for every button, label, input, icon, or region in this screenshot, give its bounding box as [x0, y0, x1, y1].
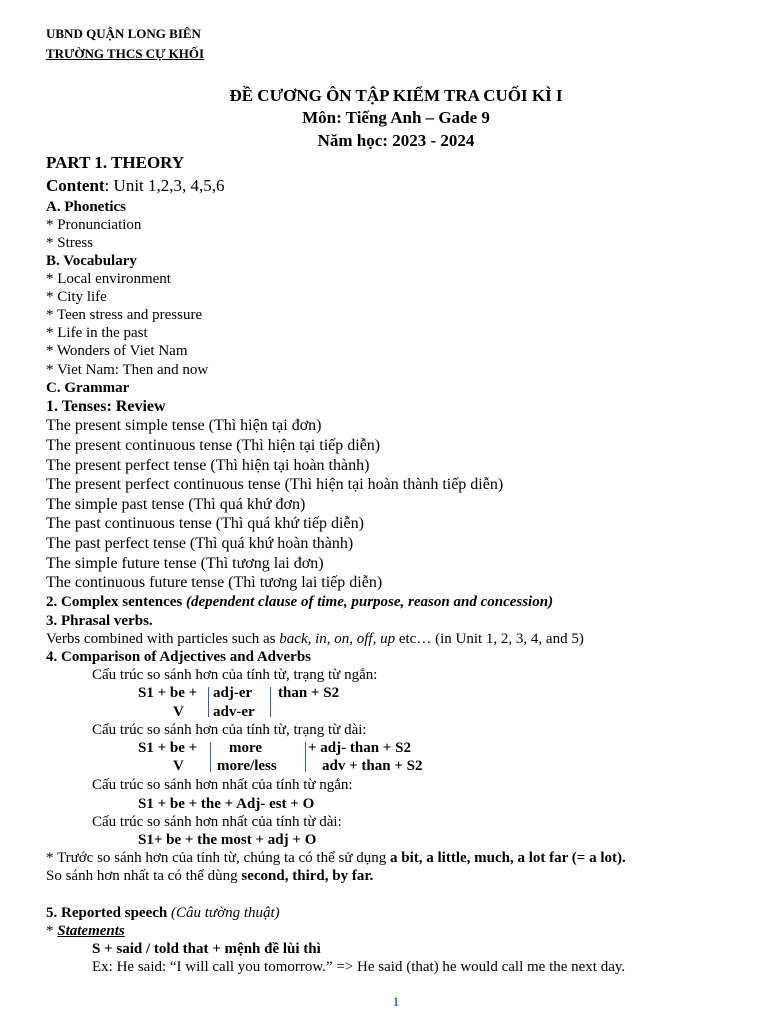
note-modifiers: second, third, by far. — [241, 868, 374, 884]
comp-long-more: more — [229, 740, 263, 756]
comp-short-formula-verb: V — [173, 704, 184, 720]
comp-long-label: Cấu trúc so sánh hơn của tính từ, trạng từ dài: — [92, 722, 367, 738]
complex-sentences-line — [46, 593, 553, 611]
phrasal-line — [46, 630, 584, 648]
left-brace-icon — [208, 687, 209, 717]
statements-line — [46, 922, 125, 940]
tense-item: The present perfect tense (Thì hiện tại hoàn thành) — [46, 457, 370, 474]
comp-short-adv: adv-er — [213, 704, 255, 720]
comp-short-adj: adj-er — [213, 685, 253, 701]
comp-short-label: Cấu trúc so sánh hơn của tính từ, trạng từ ngắn: — [92, 667, 378, 683]
reported-heading: 5. Reported speech — [46, 905, 168, 921]
right-brace-icon — [305, 742, 306, 772]
content-label: Content — [46, 176, 105, 195]
tense-item: The present perfect continuous tense (Thì hiện tại hoàn thành tiếp diễn) — [46, 476, 504, 493]
complex-heading: 2. Complex sentences — [46, 594, 183, 610]
comp-long-formula-verb: V — [173, 758, 184, 774]
tense-item: The continuous future tense (Thì tương lai tiếp diễn) — [46, 574, 383, 591]
complex-note: (dependent clause of time, purpose, reason and concession) — [185, 594, 554, 610]
grammar-heading: C. Grammar — [46, 380, 130, 396]
sup-long-label: Cấu trúc so sánh hơn nhất của tính từ dài: — [92, 814, 342, 830]
subject-line: Môn: Tiếng Anh – Gade 9 — [302, 108, 490, 127]
comparison-heading: 4. Comparison of Adjectives and Adverbs — [46, 649, 312, 665]
vocabulary-item: * Wonders of Viet Nam — [46, 343, 188, 359]
tense-item: The past continuous tense (Thì quá khứ tiếp diễn) — [46, 515, 364, 532]
document-title: ĐỀ CƯƠNG ÔN TẬP KIỂM TRA CUỐI KÌ I — [229, 86, 563, 105]
vocabulary-heading: B. Vocabulary — [46, 253, 137, 269]
reported-note: (Câu tường thuật) — [170, 905, 280, 921]
school-year: Năm học: 2023 - 2024 — [317, 131, 475, 150]
vocabulary-item: * Local environment — [46, 271, 171, 287]
statements-formula: S + said / told that + mệnh đề lùi thì — [92, 941, 321, 957]
tense-item: The present continuous tense (Thì hiện tại tiếp diễn) — [46, 437, 381, 454]
comp-long-more-less: more/less — [217, 758, 277, 774]
comp-short-formula: S1 + be + — [138, 685, 198, 701]
sup-short-label: Cấu trúc so sánh hơn nhất của tính từ ngắn: — [92, 777, 353, 793]
comp-long-tail-adj: + adj- than + S2 — [308, 740, 411, 756]
tense-item: The simple past tense (Thì quá khứ đơn) — [46, 496, 306, 513]
school-header: TRƯỜNG THCS CỰ KHỐI — [46, 46, 205, 61]
district-header: UBND QUẬN LONG BIÊN — [46, 26, 201, 41]
vocabulary-item: * City life — [46, 289, 107, 305]
phonetics-item: * Stress — [46, 235, 94, 251]
sup-long-formula: S1+ be + the most + adj + O — [138, 832, 317, 848]
phonetics-item: * Pronunciation — [46, 217, 142, 233]
reported-speech-line — [46, 904, 280, 922]
vocabulary-item: * Teen stress and pressure — [46, 307, 203, 323]
statements-label: Statements — [57, 923, 125, 939]
comparison-note — [46, 849, 626, 867]
phrasal-text: Verbs combined with particles such as — [46, 631, 280, 647]
phrasal-particles: back, in, on, off, up — [279, 631, 396, 647]
phrasal-units: etc… (in Unit 1, 2, 3, 4, and 5) — [395, 631, 584, 647]
reported-example: Ex: He said: “I will call you tomorrow.” => He said (that) he would call me the next day. — [92, 959, 626, 975]
sup-short-formula: S1 + be + the + Adj- est + O — [138, 796, 315, 812]
vocabulary-item: * Viet Nam: Then and now — [46, 362, 209, 378]
tenses-heading: 1. Tenses: Review — [46, 398, 166, 415]
left-brace-icon — [210, 742, 211, 772]
tense-item: The past perfect tense (Thì quá khứ hoàn thành) — [46, 535, 354, 552]
comp-short-tail: than + S2 — [278, 685, 340, 701]
comp-long-formula: S1 + be + — [138, 740, 198, 756]
tense-item: The present simple tense (Thì hiện tại đơn) — [46, 417, 322, 434]
content-line — [46, 176, 225, 196]
right-brace-icon — [270, 687, 271, 717]
vocabulary-item: * Life in the past — [46, 325, 148, 341]
part1-heading: PART 1. THEORY — [46, 153, 185, 172]
note-modifiers: a bit, a little, much, a lot far (= a lot). — [389, 850, 626, 866]
page-number: 1 — [392, 994, 400, 1009]
phrasal-heading: 3. Phrasal verbs. — [46, 613, 153, 629]
note-text: * Trước so sánh hơn của tính từ, chúng ta có thể sử dụng — [46, 850, 390, 866]
bullet-star: * — [46, 923, 58, 939]
note-text: So sánh hơn nhất ta có thể dùng — [46, 868, 242, 884]
comp-long-tail-adv: adv + than + S2 — [322, 758, 423, 774]
phonetics-heading: A. Phonetics — [46, 199, 126, 215]
content-value: : Unit 1,2,3, 4,5,6 — [104, 176, 225, 195]
tense-item: The simple future tense (Thì tương lai đơn) — [46, 555, 324, 572]
superlative-note — [46, 867, 373, 885]
